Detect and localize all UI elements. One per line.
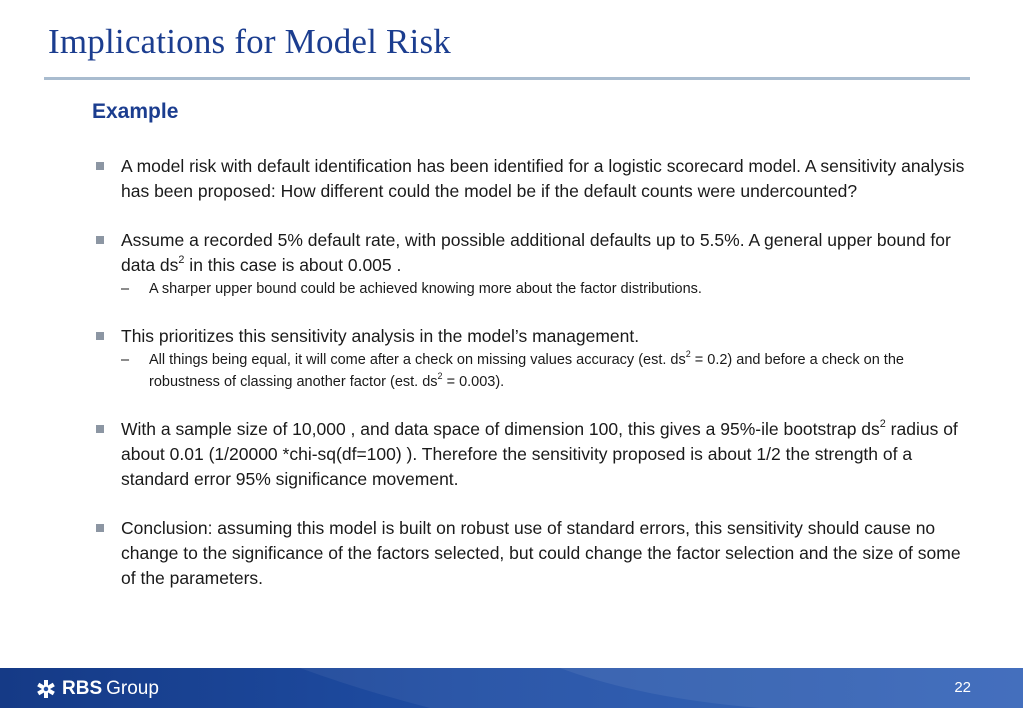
square-bullet-icon	[96, 524, 104, 532]
bullet-3-sub-1-text: All things being equal, it will come after a check on missing values accuracy (est. $ds^2 = 0.2$) and before a check on the robustness of classing another factor (est. $ds^2 = 0.003$).	[149, 349, 904, 390]
bullet-2-sub-1-text: A sharper upper bound could be achieved knowing more about the factor distributions.	[149, 281, 702, 297]
page-number: 22	[954, 679, 971, 696]
bullet-4	[96, 417, 966, 492]
slide-subtitle: Example	[92, 100, 179, 123]
footer-bar	[0, 668, 1023, 708]
logo-group-text: Group	[106, 678, 159, 699]
dash-marker: –	[121, 281, 130, 297]
bullet-1-text: A model risk with default identification has been identified for a logistic scorecard model. A sensitivity analysis has been proposed: How different could the model be if the default counts were undercounted?	[121, 156, 965, 201]
slide-title: Implications for Model Risk	[48, 22, 451, 61]
bullet-1	[96, 154, 966, 204]
dash-marker: –	[121, 352, 130, 368]
rbs-group-logo	[36, 678, 159, 700]
bullet-4-text: With a sample size of 10,000 , and data space of dimension 100, this gives a 95%-ile bootstrap $ds^2$ radius of about 0.01 (1/20000 *chi-sq(df=100) ). Therefore the sensitivity proposed is about 1/2 the strength of a standard error 95% significance movement.	[121, 418, 958, 489]
square-bullet-icon	[96, 236, 104, 244]
square-bullet-icon	[96, 332, 104, 340]
square-bullet-icon	[96, 162, 104, 170]
bullet-2-sub-1	[121, 278, 966, 300]
square-bullet-icon	[96, 425, 104, 433]
bullet-5-text: Conclusion: assuming this model is built on robust use of standard errors, this sensitivity should cause no change to the significance of the factors selected, but could change the factor selection and the size of some of the parameters.	[121, 518, 961, 588]
logo-rbs-text: RBS	[62, 678, 103, 699]
bullet-2	[96, 228, 966, 300]
bullet-3	[96, 324, 966, 393]
bullet-3-text: This prioritizes this sensitivity analysis in the model’s management.	[121, 326, 640, 346]
bullet-3-sub-1	[121, 349, 966, 393]
title-divider	[44, 77, 970, 80]
bullet-2-text: Assume a recorded 5% default rate, with possible additional defaults up to 5.5%. A general upper bound for data $ds^2$ in this case is about 0.005 .	[121, 230, 951, 275]
bullet-list	[96, 154, 966, 615]
bullet-5	[96, 516, 966, 591]
rbs-daisy-wheel-icon	[36, 679, 56, 699]
